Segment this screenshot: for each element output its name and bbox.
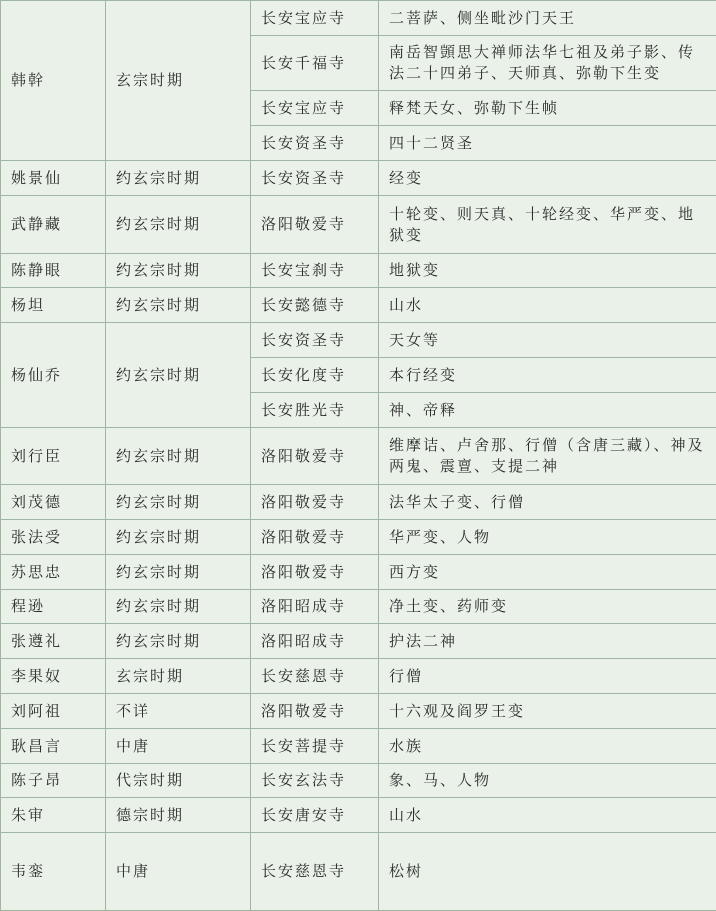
painter-cell: 陈子昂 [1, 764, 106, 798]
period-cell: 约玄宗时期 [106, 254, 251, 288]
table-row [1, 520, 716, 555]
temple-cell: 长安千福寺 [251, 36, 379, 91]
painter-cell: 朱审 [1, 798, 106, 833]
temple-cell: 长安宝应寺 [251, 91, 379, 126]
content-cell: 四十二贤圣 [379, 126, 716, 161]
content-cell: 西方变 [379, 555, 716, 590]
content-cell: 华严变、人物 [379, 520, 716, 555]
temple-cell: 长安菩提寺 [251, 729, 379, 764]
table-row [1, 555, 716, 590]
painter-cell: 杨仙乔 [1, 323, 106, 428]
table-row [1, 485, 716, 520]
temple-cell: 长安慈恩寺 [251, 833, 379, 911]
painter-cell: 杨坦 [1, 288, 106, 323]
table-row [1, 254, 716, 288]
period-cell: 约玄宗时期 [106, 485, 251, 520]
temple-cell: 洛阳敬爱寺 [251, 485, 379, 520]
period-cell: 代宗时期 [106, 764, 251, 798]
table-row [1, 659, 716, 694]
temple-cell: 长安资圣寺 [251, 126, 379, 161]
temple-cell: 长安宝刹寺 [251, 254, 379, 288]
painter-cell: 张遵礼 [1, 624, 106, 659]
painter-cell: 苏思忠 [1, 555, 106, 590]
table-row [1, 729, 716, 764]
painter-cell: 韦銮 [1, 833, 106, 911]
painter-cell: 刘阿祖 [1, 694, 106, 729]
painter-cell: 张法受 [1, 520, 106, 555]
temple-cell: 洛阳敬爱寺 [251, 694, 379, 729]
period-cell: 约玄宗时期 [106, 196, 251, 254]
table-row [1, 694, 716, 729]
period-cell: 玄宗时期 [106, 659, 251, 694]
period-cell: 玄宗时期 [106, 1, 251, 161]
table-row [1, 590, 716, 624]
painter-cell: 耿昌言 [1, 729, 106, 764]
content-cell: 释梵天女、弥勒下生帧 [379, 91, 716, 126]
temple-cell: 长安资圣寺 [251, 323, 379, 358]
period-cell: 约玄宗时期 [106, 428, 251, 485]
table-body [1, 1, 716, 911]
temple-cell: 洛阳敬爱寺 [251, 555, 379, 590]
temple-cell: 长安唐安寺 [251, 798, 379, 833]
temple-cell: 长安宝应寺 [251, 1, 379, 36]
content-cell: 地狱变 [379, 254, 716, 288]
period-cell: 约玄宗时期 [106, 590, 251, 624]
content-cell: 水族 [379, 729, 716, 764]
temple-cell: 洛阳昭成寺 [251, 590, 379, 624]
painter-cell: 韩幹 [1, 1, 106, 161]
painter-cell: 程逊 [1, 590, 106, 624]
temple-cell: 长安懿德寺 [251, 288, 379, 323]
temple-cell: 长安资圣寺 [251, 161, 379, 196]
temple-cell: 洛阳敬爱寺 [251, 428, 379, 485]
content-cell: 法华太子变、行僧 [379, 485, 716, 520]
temple-cell: 长安化度寺 [251, 358, 379, 393]
painter-cell: 陈静眼 [1, 254, 106, 288]
temple-cell: 洛阳敬爱寺 [251, 196, 379, 254]
period-cell: 德宗时期 [106, 798, 251, 833]
content-cell: 二菩萨、侧坐毗沙门天王 [379, 1, 716, 36]
content-cell: 象、马、人物 [379, 764, 716, 798]
painter-cell: 武静藏 [1, 196, 106, 254]
painter-cell: 李果奴 [1, 659, 106, 694]
table-row [1, 196, 716, 254]
table-row [1, 161, 716, 196]
period-cell: 约玄宗时期 [106, 288, 251, 323]
content-cell: 山水 [379, 798, 716, 833]
content-cell: 维摩诘、卢舍那、行僧（含唐三藏）、神及两鬼、震亶、支提二神 [379, 428, 716, 485]
content-cell: 本行经变 [379, 358, 716, 393]
period-cell: 约玄宗时期 [106, 161, 251, 196]
painter-cell: 刘茂德 [1, 485, 106, 520]
painter-cell: 姚景仙 [1, 161, 106, 196]
temple-cell: 长安玄法寺 [251, 764, 379, 798]
table-row [1, 288, 716, 323]
temple-cell: 长安胜光寺 [251, 393, 379, 428]
period-cell: 约玄宗时期 [106, 624, 251, 659]
period-cell: 中唐 [106, 729, 251, 764]
content-cell: 山水 [379, 288, 716, 323]
content-cell: 经变 [379, 161, 716, 196]
table-row [1, 833, 716, 911]
table-row [1, 764, 716, 798]
content-cell: 行僧 [379, 659, 716, 694]
table-row [1, 798, 716, 833]
table-row [1, 428, 716, 485]
table-row [1, 624, 716, 659]
painter-cell: 刘行臣 [1, 428, 106, 485]
content-cell: 天女等 [379, 323, 716, 358]
content-cell: 十六观及阎罗王变 [379, 694, 716, 729]
period-cell: 不详 [106, 694, 251, 729]
content-cell: 松树 [379, 833, 716, 911]
period-cell: 约玄宗时期 [106, 520, 251, 555]
temple-cell: 长安慈恩寺 [251, 659, 379, 694]
content-cell: 十轮变、则天真、十轮经变、华严变、地狱变 [379, 196, 716, 254]
table-row [1, 1, 716, 36]
period-cell: 约玄宗时期 [106, 555, 251, 590]
table-row [1, 323, 716, 358]
period-cell: 中唐 [106, 833, 251, 911]
content-cell: 神、帝释 [379, 393, 716, 428]
period-cell: 约玄宗时期 [106, 323, 251, 428]
temple-cell: 洛阳敬爱寺 [251, 520, 379, 555]
content-cell: 护法二神 [379, 624, 716, 659]
content-cell: 南岳智顗思大禅师法华七祖及弟子影、传法二十四弟子、天师真、弥勒下生变 [379, 36, 716, 91]
content-cell: 净土变、药师变 [379, 590, 716, 624]
temple-cell: 洛阳昭成寺 [251, 624, 379, 659]
